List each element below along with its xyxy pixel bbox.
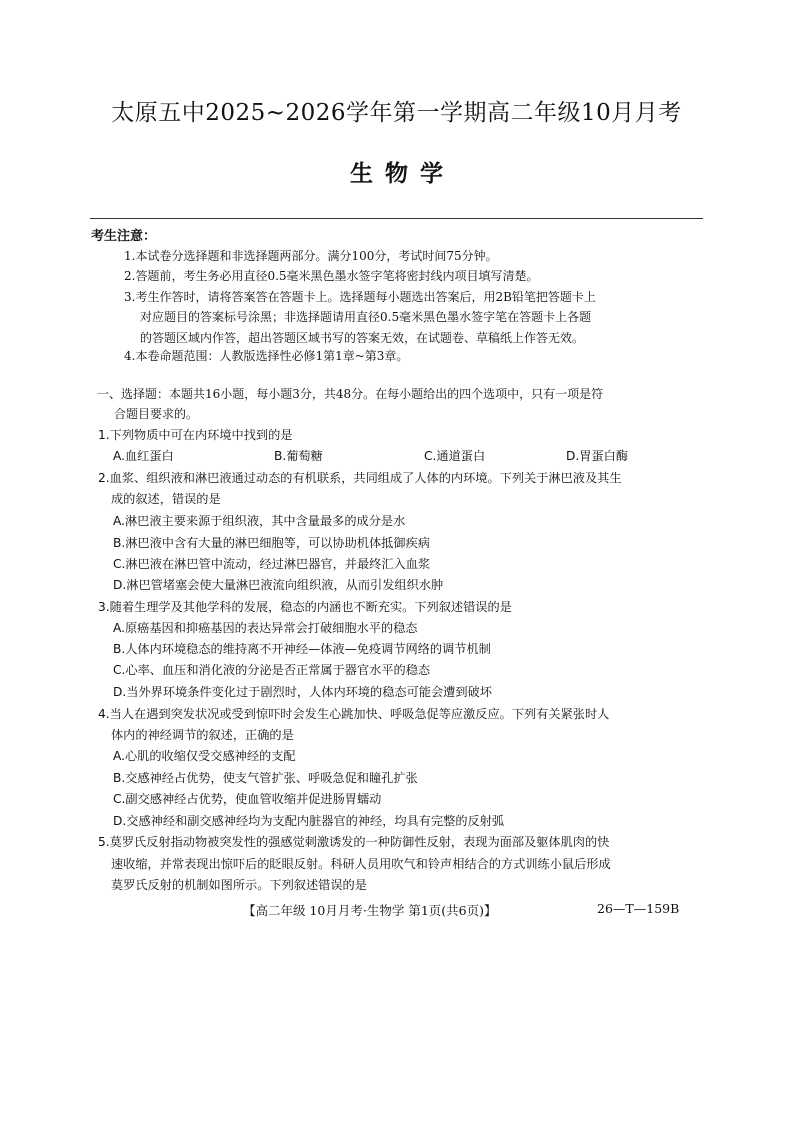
q4-option-d: D.交感神经和副交感神经均为支配内脏器官的神经，均具有完整的反射弧 <box>113 814 505 828</box>
subject-title: 生物学 <box>350 161 455 187</box>
notice-item-2: 2.答题前，考生务必用直径0.5毫米黑色墨水签字笔将密封线内项目填写清楚。 <box>124 269 539 283</box>
q3-option-b: B.人体内环境稳态的维持离不开神经—体液—免疫调节网络的调节机制 <box>113 642 491 656</box>
question-4-stem: 4.当人在遇到突发状况或受到惊吓时会发生心跳加快、呼吸急促等应激反应。下列有关紧张时人 <box>98 707 610 721</box>
paper-code: 26—T—159B <box>597 901 680 916</box>
q4-option-b: B.交感神经占优势，使支气管扩张、呼吸急促和瞳孔扩张 <box>113 771 418 785</box>
q3-option-a: A.原癌基因和抑癌基因的表达异常会打破细胞水平的稳态 <box>113 621 418 635</box>
notice-item-3-line2: 对应题目的答案标号涂黑；非选择题请用直径0.5毫米黑色墨水签字笔在答题卡上各题 <box>140 310 592 324</box>
question-5-stem: 5.莫罗氏反射指动物被突发性的强感觉刺激诱发的一种防御性反射，表现为面部及躯体肌肉的快 <box>98 835 610 849</box>
header-divider <box>90 218 703 219</box>
q2-option-b: B.淋巴液中含有大量的淋巴细胞等，可以协助机体抵御疾病 <box>113 536 430 550</box>
q1-option-a: A.血红蛋白 <box>113 449 174 463</box>
q3-option-d: D.当外界环境条件变化过于剧烈时，人体内环境的稳态可能会遭到破坏 <box>113 685 492 699</box>
notice-item-1: 1.本试卷分选择题和非选择题两部分。满分100分，考试时间75分钟。 <box>124 249 498 263</box>
notice-item-3-line3: 的答题区域内作答，超出答题区域书写的答案无效，在试题卷、草稿纸上作答无效。 <box>140 331 585 345</box>
q3-option-c: C.心率、血压和消化液的分泌是否正常属于器官水平的稳态 <box>113 663 431 677</box>
q1-option-d: D.胃蛋白酶 <box>566 449 629 463</box>
notice-item-4: 4.本卷命题范围：人教版选择性必修1第1章~第3章。 <box>124 349 409 363</box>
q2-option-d: D.淋巴管堵塞会使大量淋巴液流向组织液，从而引发组织水肿 <box>113 578 444 592</box>
q4-option-a: A.心肌的收缩仅受交感神经的支配 <box>113 749 296 763</box>
q1-option-c: C.通道蛋白 <box>424 449 486 463</box>
page-footer: 【高二年级 10月月考·生物学 第1页(共6页)】 <box>243 903 497 918</box>
q1-option-b: B.葡萄糖 <box>274 449 323 463</box>
question-5-stem-line2: 速收缩，并常表现出惊吓后的眨眼反射。科研人员用吹气和铃声相结合的方式训练小鼠后形成 <box>111 857 611 871</box>
exam-title: 太原五中2025~2026学年第一学期高二年级10月月考 <box>111 100 682 126</box>
q4-option-c: C.副交感神经占优势，使血管收缩并促进肠胃蠕动 <box>113 792 382 806</box>
notice-heading: 考生注意： <box>91 229 157 244</box>
question-2-stem: 2.血浆、组织液和淋巴液通过动态的有机联系，共同组成了人体的内环境。下列关于淋巴液及其生 <box>98 471 622 485</box>
notice-item-3: 3.考生作答时，请将答案答在答题卡上。选择题每小题选出答案后，用2B铅笔把答题卡上 <box>124 290 596 304</box>
question-1-stem: 1.下列物质中可在内环境中找到的是 <box>98 428 293 442</box>
question-5-stem-line3: 莫罗氏反射的机制如图所示。下列叙述错误的是 <box>111 878 367 892</box>
question-4-stem-line2: 体内的神经调节的叙述，正确的是 <box>111 728 294 742</box>
section-heading: 一、选择题：本题共16小题，每小题3分，共48分。在每小题给出的四个选项中，只有一项是符 <box>97 387 604 401</box>
q2-option-a: A.淋巴液主要来源于组织液，其中含量最多的成分是水 <box>113 514 406 528</box>
section-heading-line2: 合题目要求的。 <box>114 407 199 421</box>
question-2-stem-line2: 成的叙述，错误的是 <box>111 492 221 506</box>
q2-option-c: C.淋巴液在淋巴管中流动，经过淋巴器官，并最终汇入血浆 <box>113 557 431 571</box>
question-3-stem: 3.随着生理学及其他学科的发展，稳态的内涵也不断充实。下列叙述错误的是 <box>98 600 512 614</box>
